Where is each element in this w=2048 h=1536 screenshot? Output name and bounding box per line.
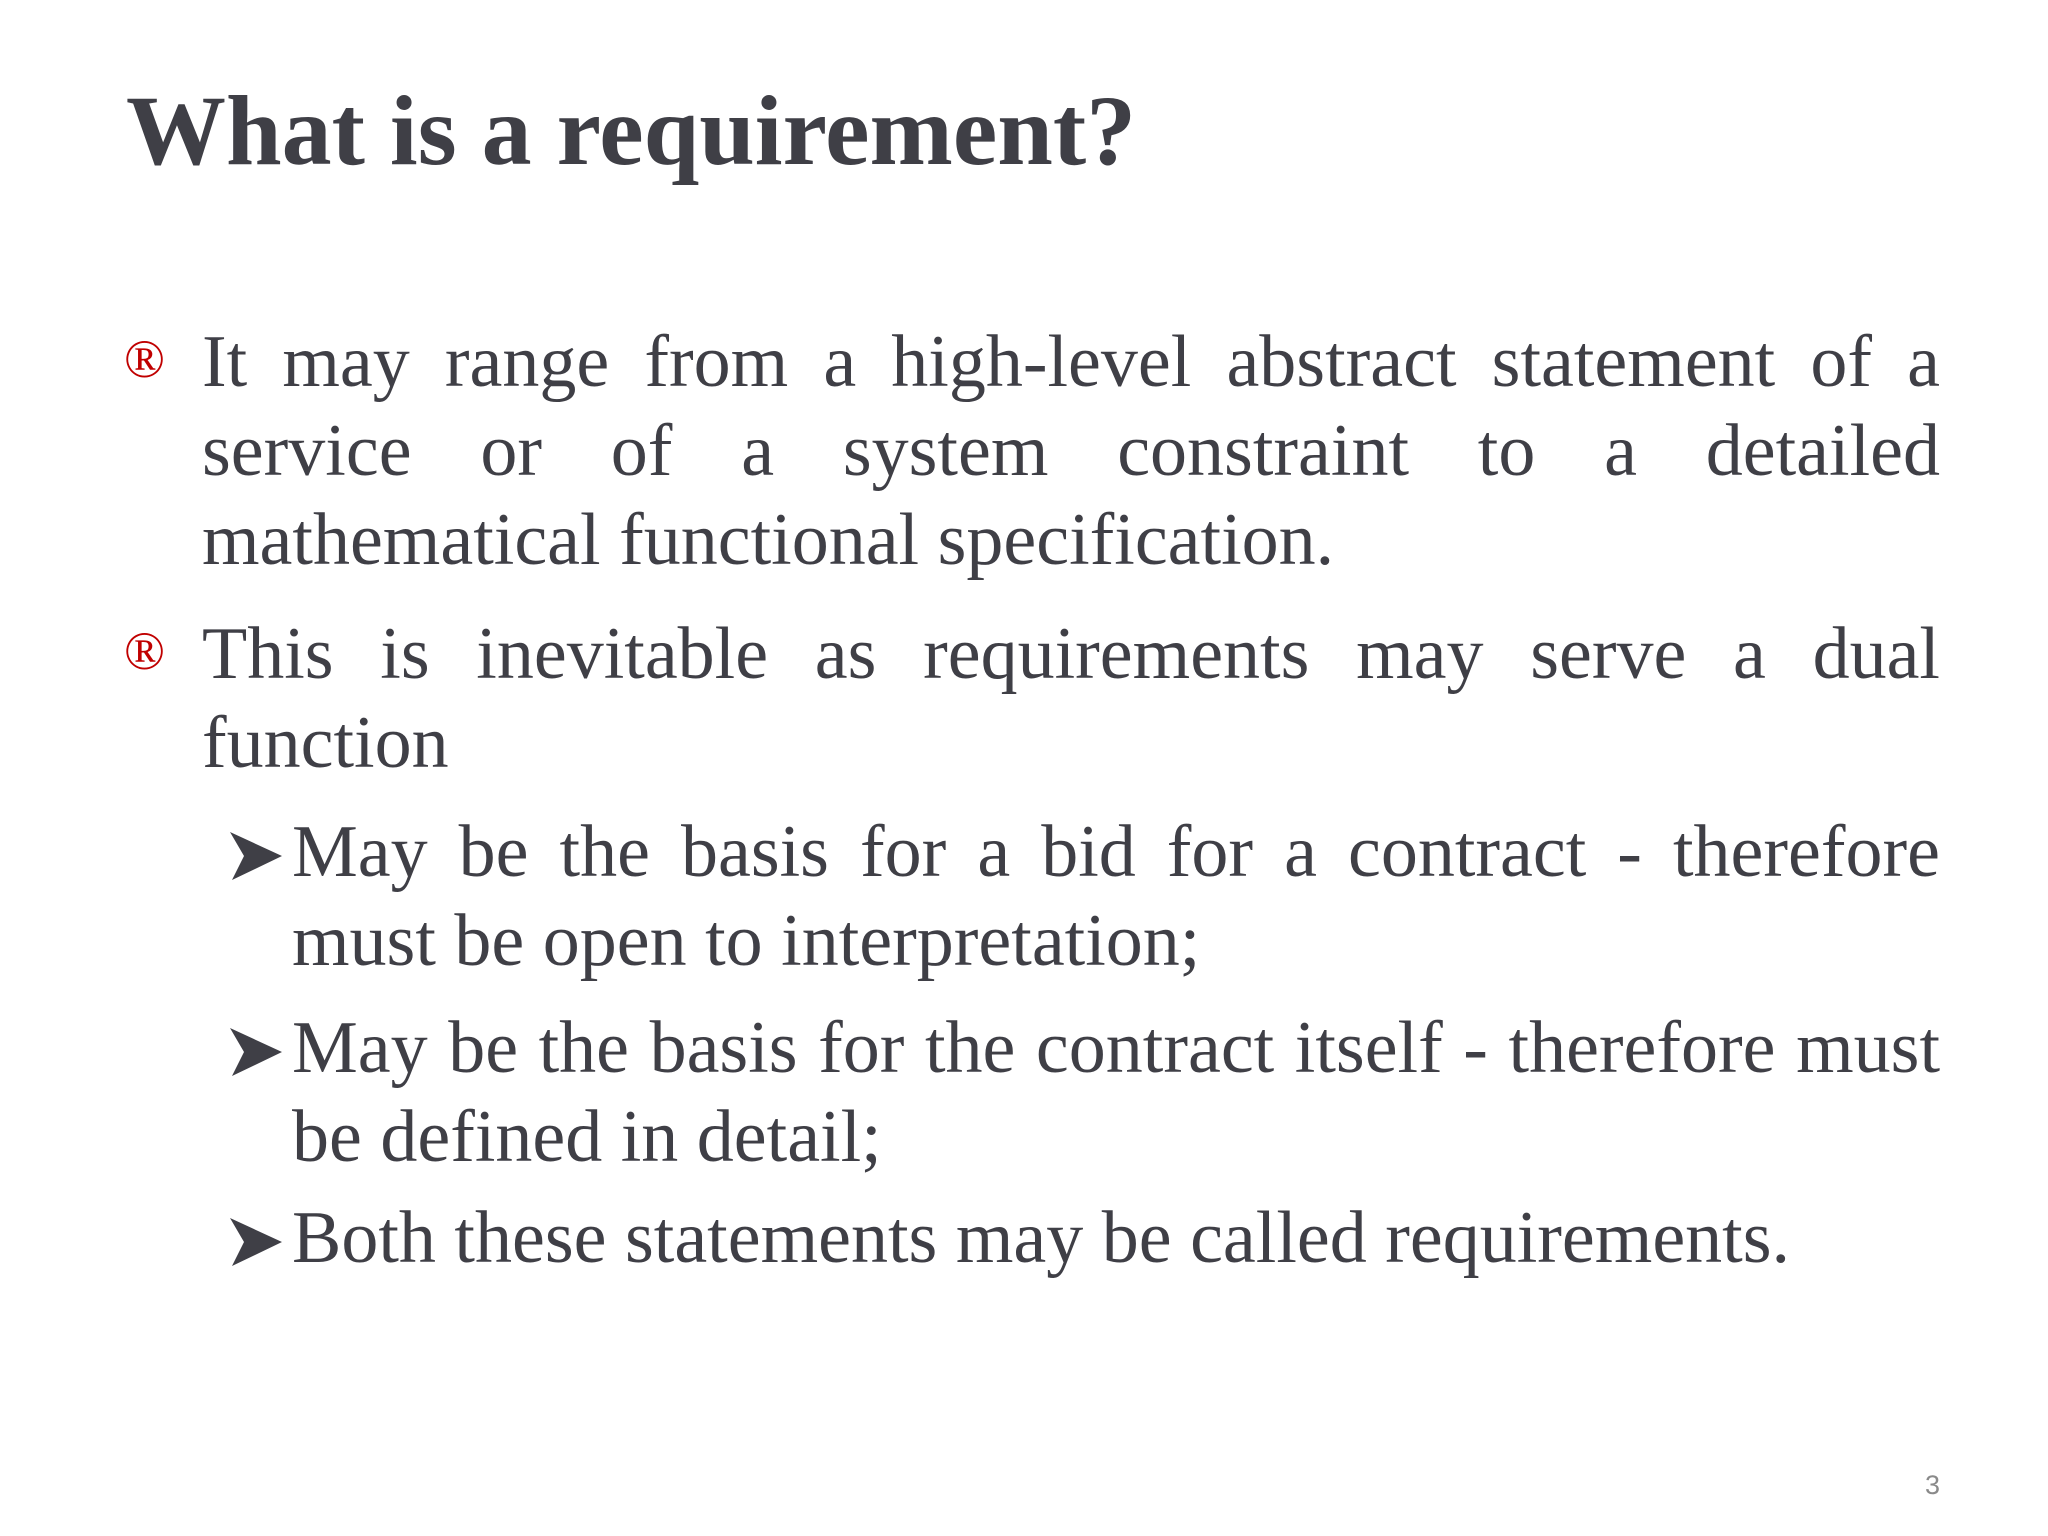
bullet-text: It may range from a high-level abstract statement of a service or of a system constraint to a detailed mathematical functional specification. — [202, 321, 1940, 581]
arrowhead-bullet-icon — [226, 1210, 286, 1270]
registered-sign-icon: ® — [124, 621, 166, 681]
bullet-text: This is inevitable as requirements may serve a dual function — [202, 613, 1940, 784]
sub-bullet-text: May be the basis for a bid for a contract - therefore must be open to interpretation; — [292, 811, 1940, 982]
sub-bullet-item — [226, 1194, 1940, 1283]
sub-bullet-text: May be the basis for the contract itself - therefore must be defined in detail; — [292, 1007, 1940, 1178]
arrowhead-bullet-icon — [226, 1020, 286, 1080]
bullet-item — [124, 610, 1940, 788]
arrowhead-bullet-icon — [226, 824, 286, 884]
registered-sign-icon: ® — [124, 329, 166, 389]
sub-bullet-item — [226, 1004, 1940, 1182]
sub-bullet-text: Both these statements may be called requirements. — [292, 1197, 1791, 1279]
sub-bullet-item — [226, 808, 1940, 986]
page-number: 3 — [1924, 1470, 1940, 1500]
slide-title: What is a requirement? — [126, 75, 1137, 186]
bullet-item — [124, 318, 1940, 585]
